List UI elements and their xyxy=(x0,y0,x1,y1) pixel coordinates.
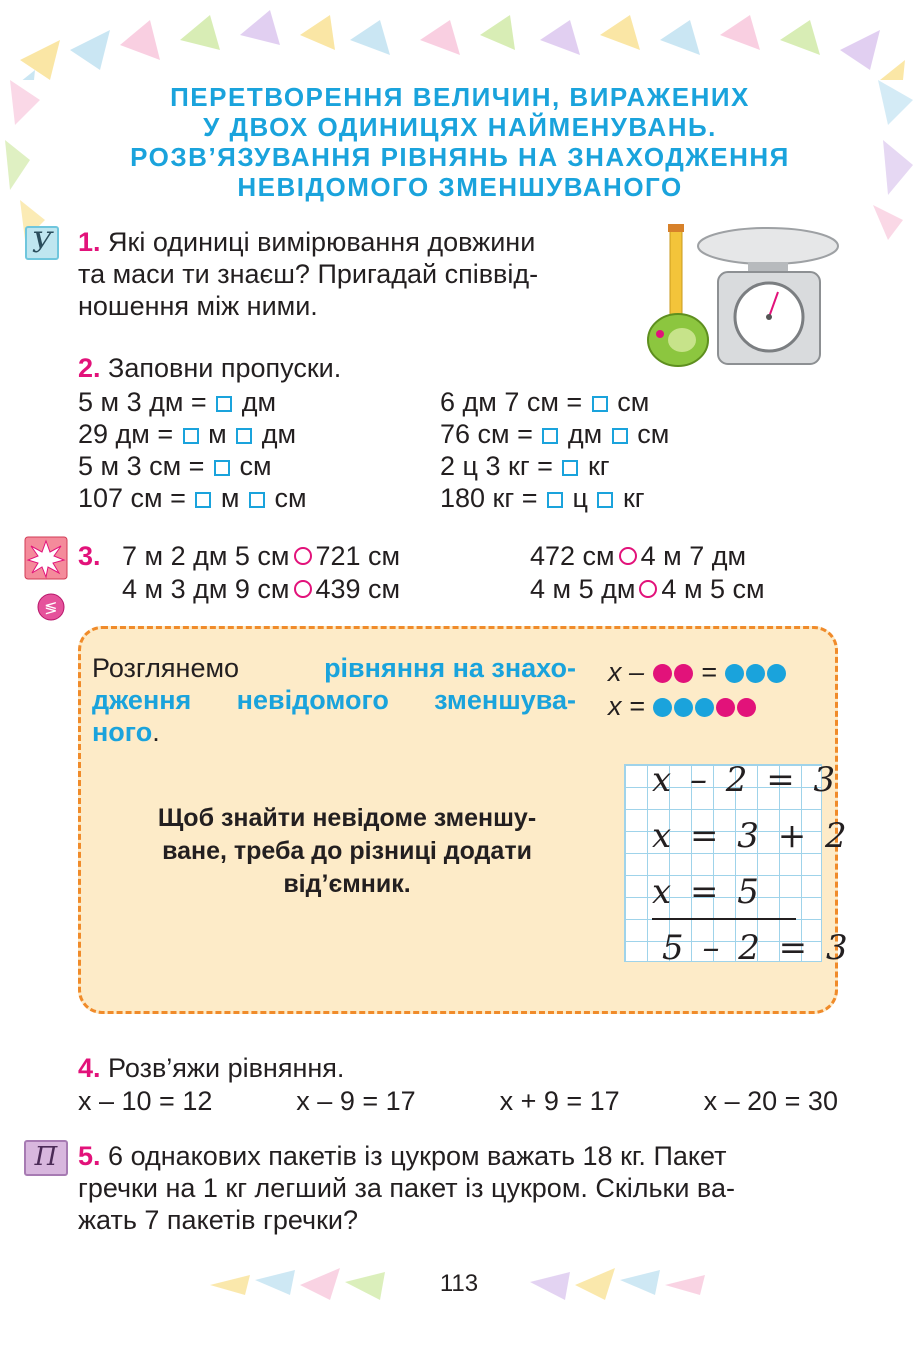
task-text: Заповни пропуски. xyxy=(108,353,342,383)
task-3-row: 7 м 2 дм 5 см 721 см xyxy=(122,541,401,571)
task-2-row: 2 ц 3 кг = кг xyxy=(440,451,610,481)
svg-text:≶: ≶ xyxy=(44,598,58,617)
task-2-row: 76 см = дм см xyxy=(440,419,670,449)
task-2-row: 29 дм = м дм xyxy=(78,419,297,449)
left-decoration xyxy=(0,80,60,240)
page-number: 113 xyxy=(439,1270,479,1297)
task-3-row: 472 см 4 м 7 дм xyxy=(530,541,747,571)
equation: x – 10 = 12 xyxy=(78,1086,213,1116)
task-1-line xyxy=(78,226,623,258)
rule-intro: Розглянемо рівняння на знахо- дження невідомого зменшува- ного. xyxy=(92,653,576,747)
illustration xyxy=(630,222,840,372)
task-3-row: 4 м 3 дм 9 см 439 см xyxy=(122,574,401,604)
compare-circle[interactable] xyxy=(639,580,657,598)
handwritten-line: x = 3 + 2 xyxy=(652,816,851,856)
compare-circle[interactable] xyxy=(619,547,637,565)
p-badge-icon: П xyxy=(24,1140,68,1176)
blank-box[interactable] xyxy=(612,428,628,444)
task-2-row: 107 см = м см xyxy=(78,483,307,513)
task-number: 2. xyxy=(78,353,101,383)
page-title xyxy=(60,82,860,202)
blank-box[interactable] xyxy=(195,492,211,508)
blank-box[interactable] xyxy=(592,396,608,412)
task-5: 5. 6 однакових пакетів із цукром важать 18 кг. Пакет гречки на 1 кг легший за пакет із цукром. Скільки ва- жать 7 пакетів гречки? xyxy=(78,1141,735,1235)
title-line: У ДВОХ ОДИНИЦЯХ НАЙМЕНУВАНЬ. xyxy=(203,112,717,142)
task-2-row: 5 м 3 дм = дм xyxy=(78,387,277,417)
equation: x – 20 = 30 xyxy=(703,1086,838,1116)
u-badge-icon: У xyxy=(25,226,59,260)
handwritten-line: x = 5 xyxy=(652,872,763,912)
blank-box[interactable] xyxy=(183,428,199,444)
compare-circle[interactable] xyxy=(294,580,312,598)
star-burst-icon xyxy=(24,536,68,580)
scale-icon xyxy=(698,228,838,364)
task-1 xyxy=(78,226,623,322)
top-decoration xyxy=(0,0,918,80)
handwritten-line: 5 – 2 = 3 xyxy=(662,928,852,968)
dot-equation-2: x = xyxy=(608,690,757,722)
dot-equation-1: x – = xyxy=(608,656,787,688)
blank-box[interactable] xyxy=(236,428,252,444)
right-decoration xyxy=(858,80,918,240)
title-line: НЕВІДОМОГО ЗМЕНШУВАНОГО xyxy=(237,172,683,202)
task-2-row: 6 дм 7 см = см xyxy=(440,387,650,417)
task-4-equations xyxy=(78,1085,838,1117)
task-number: 1. xyxy=(78,227,101,257)
equation: x – 9 = 17 xyxy=(296,1086,416,1116)
task-2-row: 180 кг = ц кг xyxy=(440,483,645,513)
title-line: ПЕРЕТВОРЕННЯ ВЕЛИЧИН, ВИРАЖЕНИХ xyxy=(170,82,750,112)
divider-line xyxy=(652,918,796,920)
handwritten-line: x – 2 = 3 xyxy=(652,760,840,800)
task-2-right-column xyxy=(440,386,669,514)
task-3-num: 3. xyxy=(78,541,101,571)
task-2-row: 5 м 3 см = см xyxy=(78,451,272,481)
blank-box[interactable] xyxy=(249,492,265,508)
task-3-row: 4 м 5 дм 4 м 5 см xyxy=(530,574,765,604)
title-line: РОЗВ’ЯЗУВАННЯ РІВНЯНЬ НА ЗНАХОДЖЕННЯ xyxy=(130,142,790,172)
task-4-heading: 4. Розв’яжи рівняння. xyxy=(78,1053,345,1083)
blank-box[interactable] xyxy=(597,492,613,508)
rule-statement: Щоб знайти невідоме зменшу- ване, треба до різниці додати від’ємник. xyxy=(157,804,537,898)
pink-circle-icon xyxy=(36,592,66,622)
equation: x + 9 = 17 xyxy=(499,1086,620,1116)
task-text: Які одиниці вимірювання довжини xyxy=(108,227,536,257)
task-text: та маси ти знаєш? Пригадай співвід- xyxy=(78,259,539,289)
blank-box[interactable] xyxy=(214,460,230,476)
task-2-left-column xyxy=(78,386,307,514)
blank-box[interactable] xyxy=(562,460,578,476)
task-text: ношення між ними. xyxy=(78,291,318,321)
triangle-decor-icon xyxy=(0,0,918,80)
blank-box[interactable] xyxy=(542,428,558,444)
blank-box[interactable] xyxy=(547,492,563,508)
compare-circle[interactable] xyxy=(294,547,312,565)
blank-box[interactable] xyxy=(216,396,232,412)
task-2-heading xyxy=(78,352,341,384)
